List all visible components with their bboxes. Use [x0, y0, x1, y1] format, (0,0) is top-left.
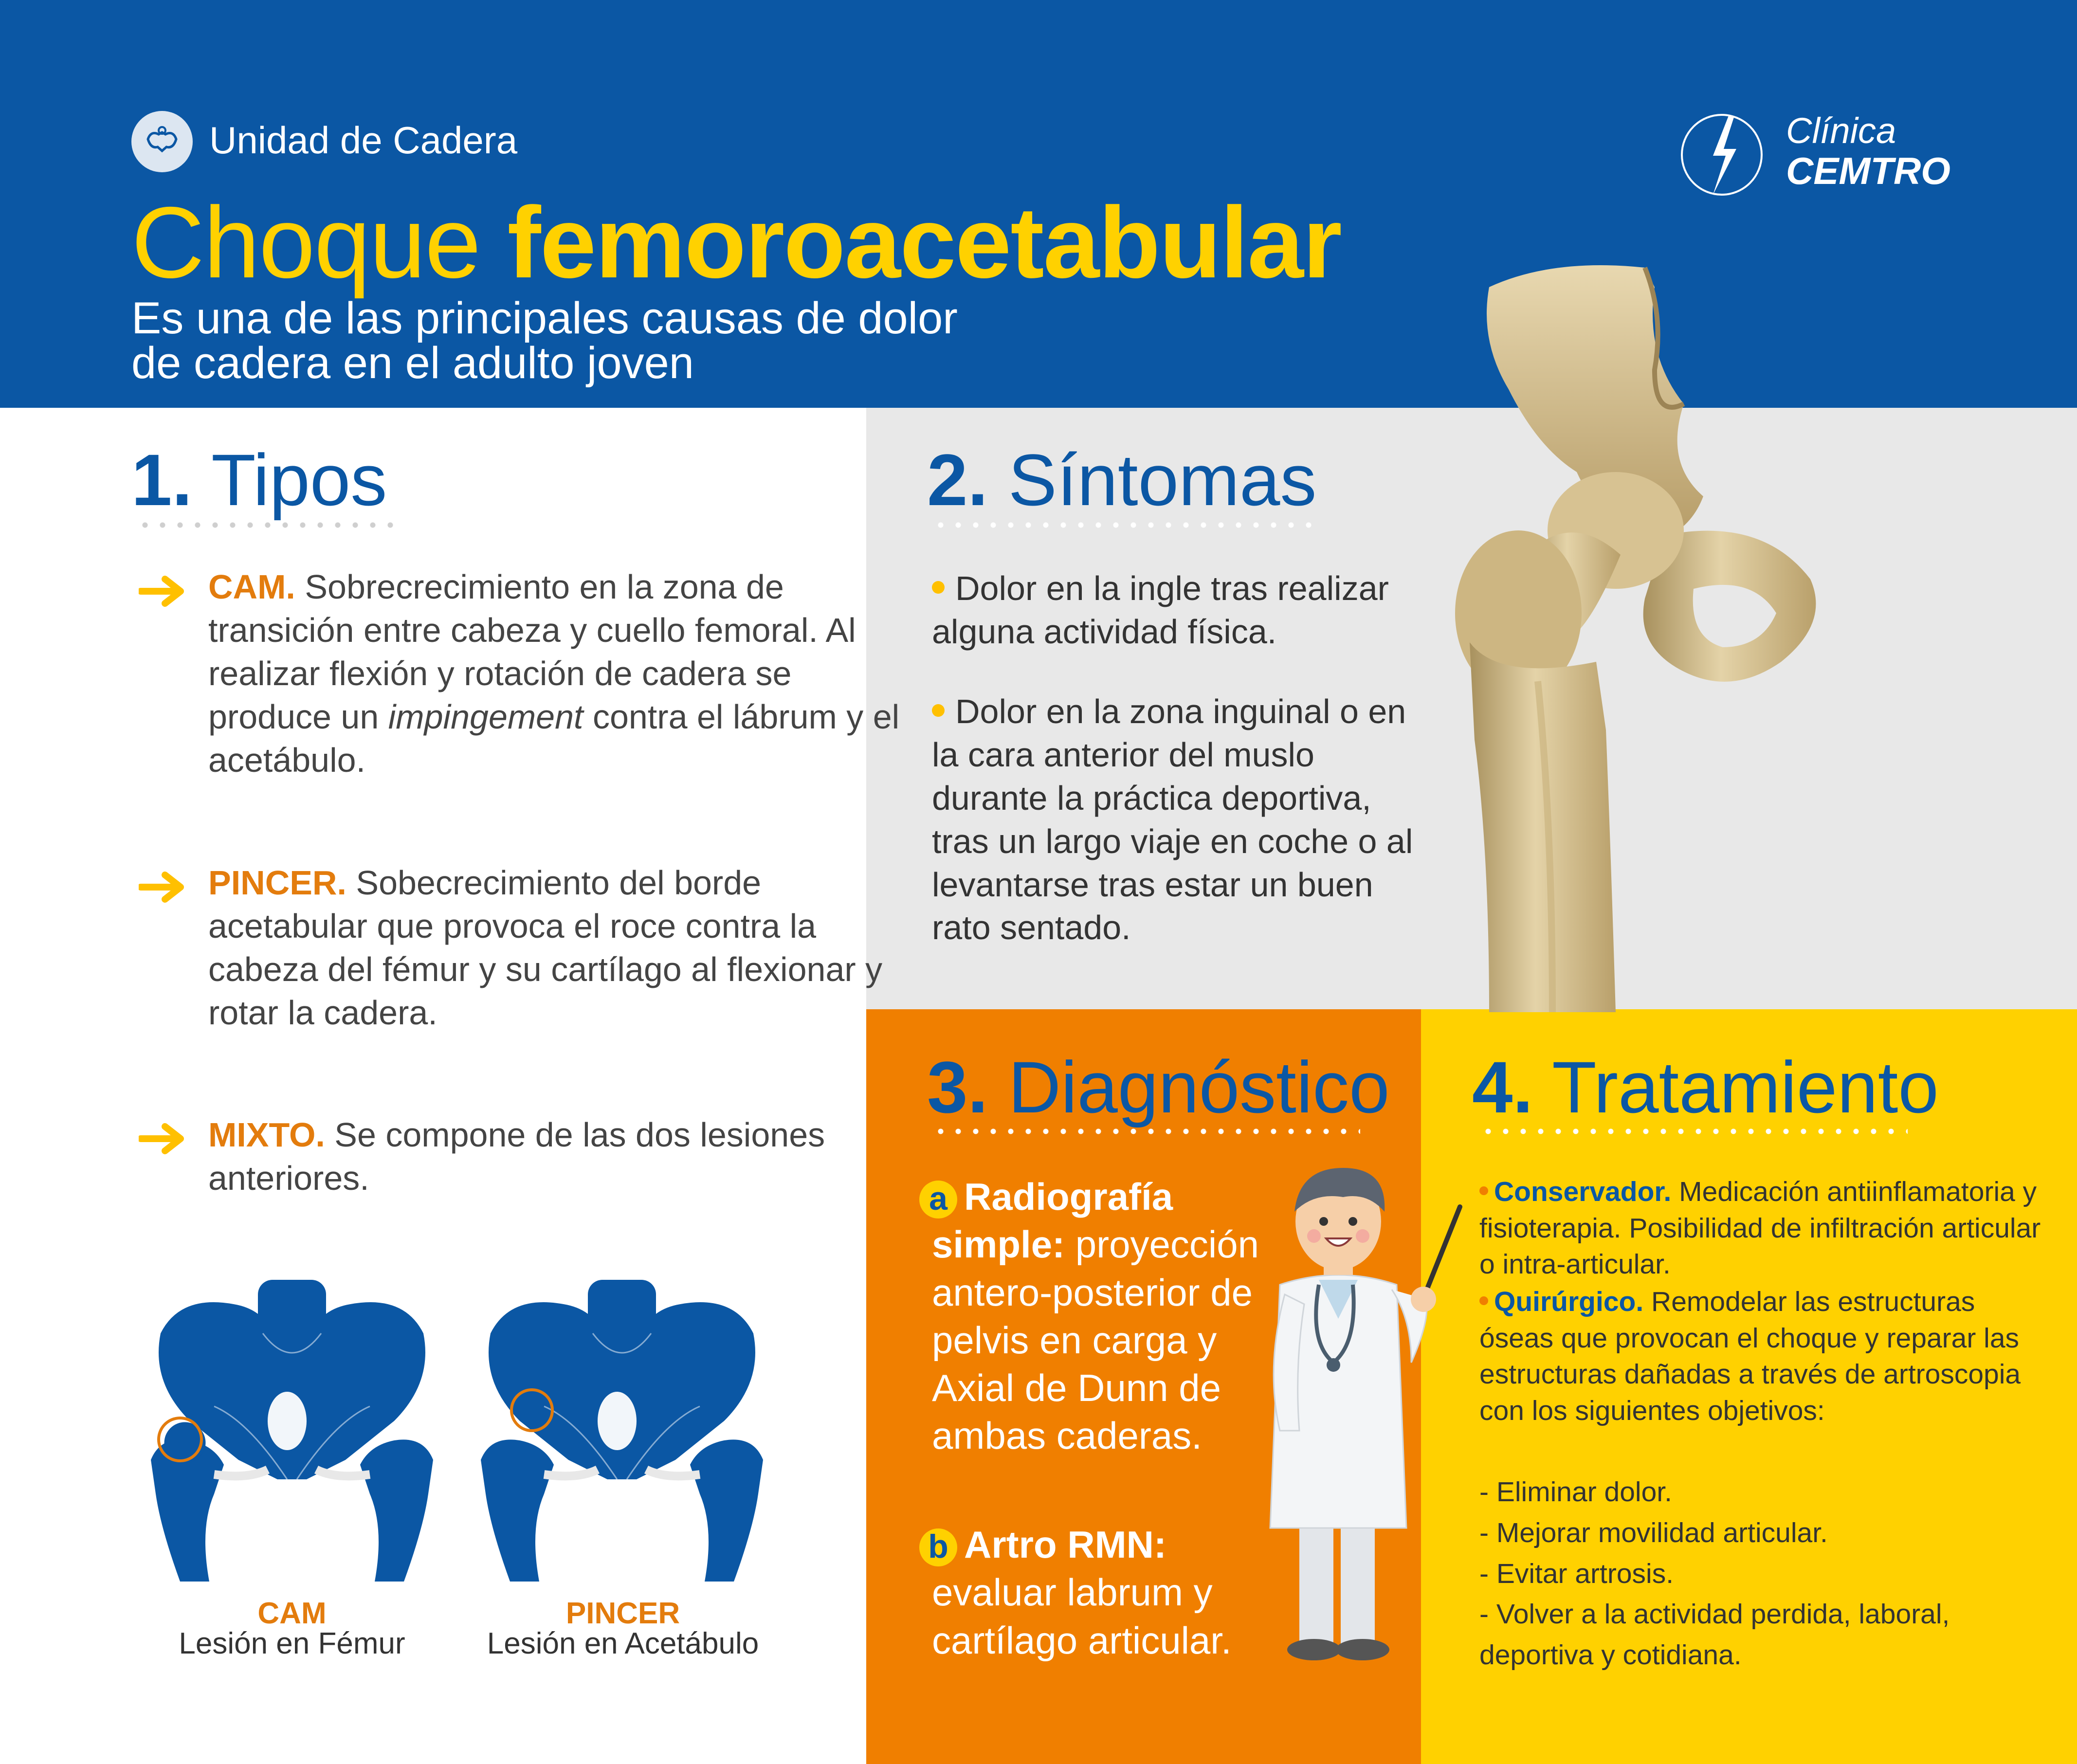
diagnostico-number: 3.	[927, 1046, 988, 1128]
cam-caption-title: CAM	[257, 1597, 327, 1630]
tratamiento-number: 4.	[1472, 1046, 1533, 1128]
tipos-label: Tipos	[211, 439, 387, 521]
tratamiento-title	[1472, 1045, 1939, 1129]
sintomas-title	[927, 438, 1316, 522]
pelvis-illustration-cam	[141, 1275, 443, 1582]
diagnostico-item-a	[929, 1173, 1292, 1460]
tipo-item-mixto	[208, 1113, 919, 1200]
objective-item: - Mejorar movilidad articular.	[1479, 1517, 1828, 1548]
tipo-text: Sobrecrecimiento en la zona de transición entre cabeza y cuello femoral. Al realizar flexión y rotación de cadera se produce un	[208, 568, 856, 736]
subtitle-line: Es una de las principales causas de dolor	[131, 293, 958, 343]
title-light: Choque	[131, 186, 480, 299]
trat-keyword: Quirúrgico.	[1494, 1286, 1644, 1317]
hip-unit-icon	[131, 111, 193, 172]
diagnostico-label: Diagnóstico	[1008, 1046, 1390, 1128]
objective-item: - Volver a la actividad perdida, laboral, deportiva y cotidiana.	[1479, 1599, 1950, 1671]
tipos-title	[131, 438, 387, 522]
tipo-item-cam	[208, 565, 919, 782]
bullet-icon	[932, 704, 945, 717]
pincer-caption-title: PINCER	[565, 1597, 680, 1630]
diagnostico-divider	[932, 1128, 1360, 1135]
tipo-text: Se compone de las dos lesiones anteriores.	[208, 1116, 825, 1197]
tipo-keyword: PINCER.	[208, 864, 346, 902]
sintomas-divider	[932, 522, 1312, 528]
sintoma-item	[932, 567, 1419, 654]
objective-item: - Evitar artrosis.	[1479, 1558, 1674, 1589]
tipo-text: contra el lábrum y el acetábulo.	[208, 697, 900, 779]
sintoma-text: Dolor en la ingle tras realizar alguna actividad física.	[932, 569, 1389, 651]
tratamiento-item-quirurgico	[1479, 1284, 2044, 1429]
bullet-icon	[1479, 1186, 1488, 1195]
tipo-text: Sobecrecimiento del borde acetabular que provoca el roce contra la cabeza del fémur y su cartílago al flexionar y rotar la cadera.	[208, 864, 883, 1032]
logo-line1: Clínica	[1786, 110, 1896, 151]
sintoma-text: Dolor en la zona inguinal o en la cara anterior del muslo durante la práctica deportiva, tras un largo viaje en coche o al levantarse tras estar un buen rato sentado.	[932, 692, 1413, 947]
trat-text: Remodelar las estructuras óseas que provocan el choque y reparar las estructuras dañadas a través de artroscopia con los siguientes objetivos:	[1479, 1286, 2021, 1426]
sintoma-item	[932, 690, 1419, 949]
logo-line2: CEMTRO	[1786, 149, 1950, 192]
arrow-right-icon	[139, 574, 187, 608]
bullet-icon	[1479, 1296, 1488, 1305]
clinic-logo-icon	[1678, 111, 1766, 199]
cam-caption-text: Lesión en Fémur	[179, 1627, 405, 1660]
arrow-right-icon	[139, 1122, 187, 1156]
arrow-right-icon	[139, 870, 187, 904]
diag-keyword: Radiografía simple:	[932, 1175, 1173, 1266]
title-bold: femoroacetabular	[507, 186, 1341, 299]
diag-text: evaluar labrum y cartílago articular.	[932, 1571, 1232, 1662]
tipo-keyword: CAM.	[208, 568, 295, 606]
tipo-emphasis: impingement	[388, 697, 583, 736]
tratamiento-divider	[1479, 1128, 1908, 1135]
letter-badge: b	[919, 1528, 957, 1566]
tratamiento-label: Tratamiento	[1552, 1046, 1939, 1128]
trat-keyword: Conservador.	[1494, 1176, 1672, 1207]
objectives-list	[1479, 1472, 2054, 1676]
diag-text: proyección antero-posterior de pelvis en carga y Axial de Dunn de ambas caderas.	[932, 1223, 1259, 1457]
pelvis-illustration-pincer	[471, 1275, 773, 1582]
sintomas-number: 2.	[927, 439, 988, 521]
objective-item: - Eliminar dolor.	[1479, 1476, 1672, 1508]
trat-text: Medicación antiinflamatoria y fisioterapia. Posibilidad de infiltración articular o intra-articular.	[1479, 1176, 2041, 1280]
tratamiento-item-conservador	[1479, 1174, 2044, 1283]
tipo-item-pincer	[208, 861, 919, 1035]
diag-keyword: Artro RMN:	[964, 1523, 1166, 1566]
clinic-logo-text	[1786, 110, 1950, 192]
page-title	[131, 185, 1341, 301]
pincer-caption-text: Lesión en Acetábulo	[487, 1627, 759, 1660]
diagnostico-title	[927, 1045, 1390, 1129]
hip-bone-illustration	[1392, 243, 2024, 1012]
doctor-illustration	[1246, 1158, 1479, 1664]
pincer-caption	[457, 1599, 788, 1659]
tipos-divider	[136, 522, 399, 528]
diagnostico-item-b	[928, 1521, 1292, 1664]
page-subtitle	[131, 293, 1007, 388]
unit-label: Unidad de Cadera	[209, 119, 518, 162]
bullet-icon	[932, 581, 945, 594]
letter-badge: a	[919, 1181, 957, 1218]
tipo-keyword: MIXTO.	[208, 1116, 325, 1154]
tipos-number: 1.	[131, 439, 193, 521]
cam-caption	[146, 1599, 438, 1659]
subtitle-line: de cadera en el adulto joven	[131, 338, 694, 388]
sintomas-label: Síntomas	[1008, 439, 1317, 521]
